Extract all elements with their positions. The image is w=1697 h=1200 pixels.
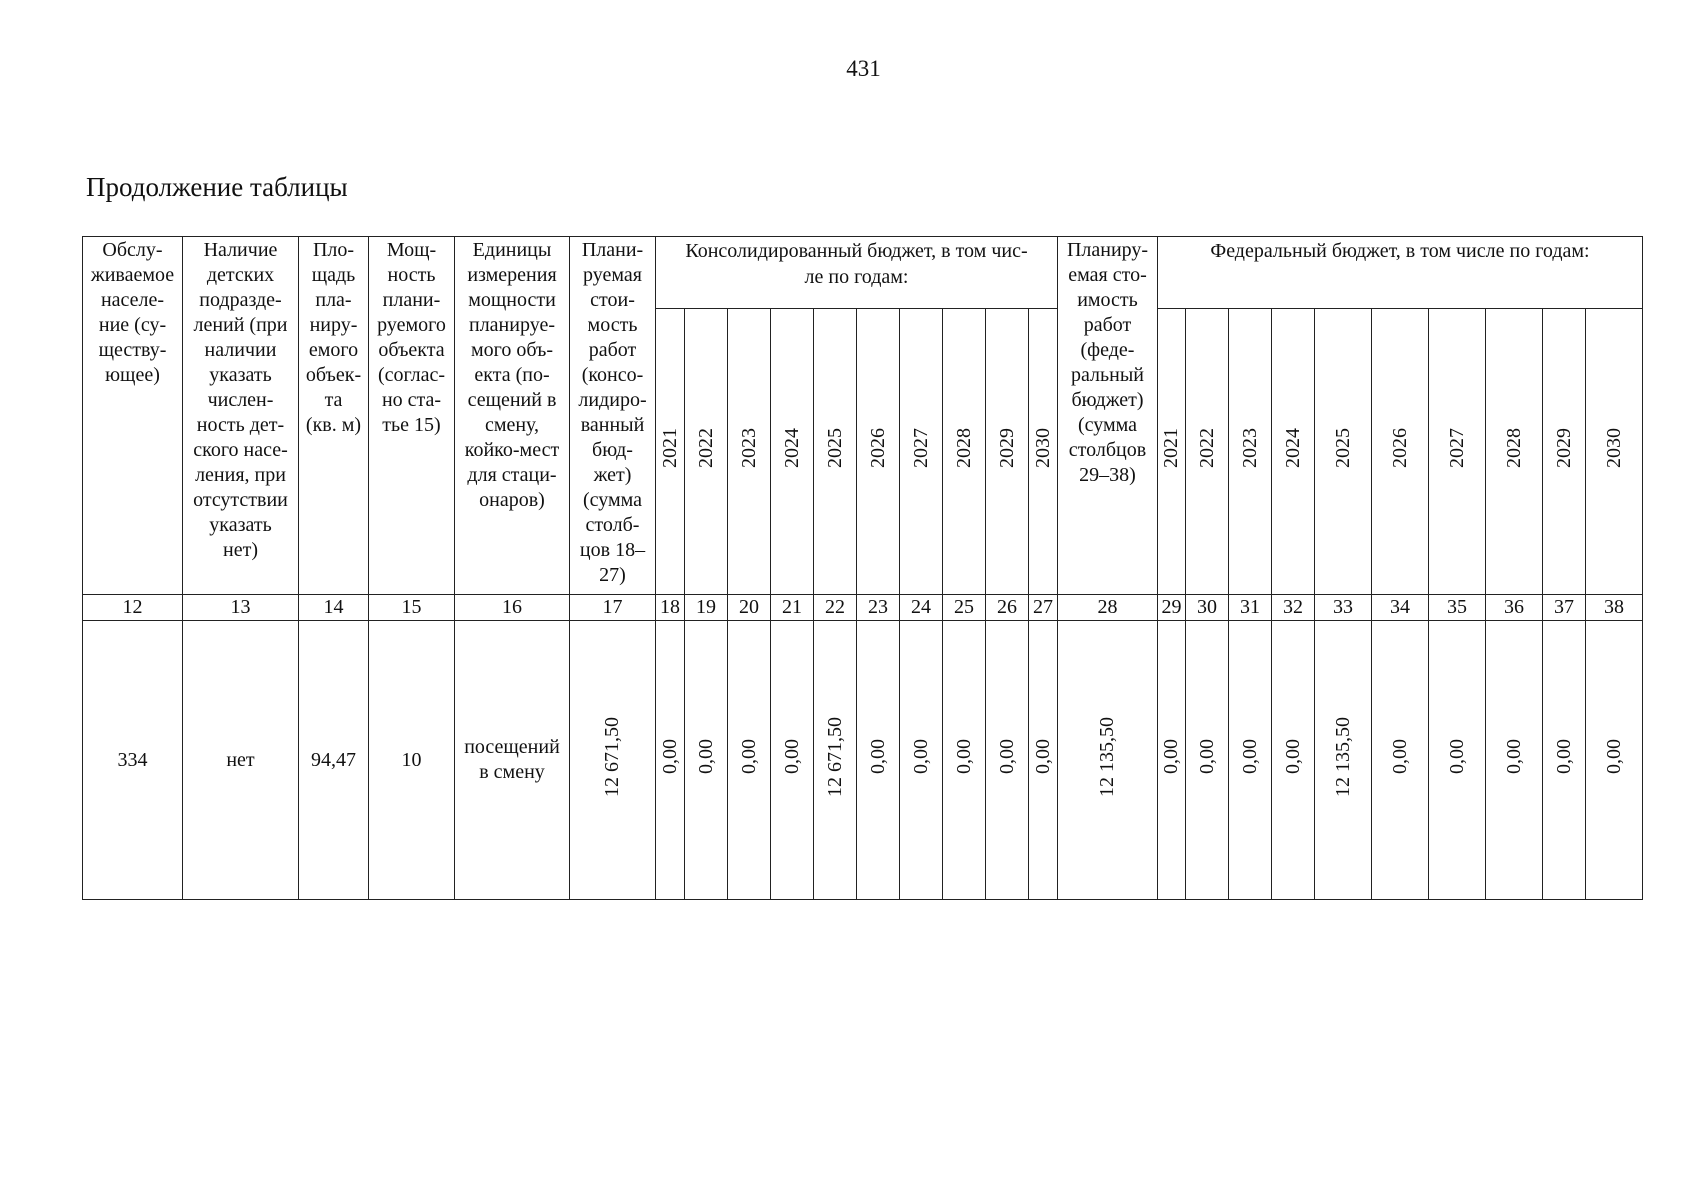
column-number: 12 — [83, 595, 183, 621]
year-header-consolidated: 2025 — [814, 309, 857, 595]
header-capacity: Мощ- ность плани- руемого объекта (соглас- но ста- тье 15) — [369, 237, 455, 595]
year-header-consolidated: 2023 — [728, 309, 771, 595]
header-federal-group: Федеральный бюджет, в том числе по годам: — [1158, 237, 1643, 309]
year-header-consolidated: 2030 — [1029, 309, 1058, 595]
column-number: 33 — [1315, 595, 1372, 621]
column-number: 18 — [656, 595, 685, 621]
column-number: 13 — [183, 595, 299, 621]
year-header-consolidated: 2022 — [685, 309, 728, 595]
cell-consolidated-year: 0,00 — [728, 621, 771, 900]
cell-consolidated-total: 12 671,50 — [570, 621, 656, 900]
column-number: 37 — [1543, 595, 1586, 621]
cell-federal-year: 0,00 — [1186, 621, 1229, 900]
cell-consolidated-year: 0,00 — [986, 621, 1029, 900]
cell-federal-year: 0,00 — [1272, 621, 1315, 900]
cell-capacity: 10 — [369, 621, 455, 900]
year-header-consolidated: 2026 — [857, 309, 900, 595]
cell-federal-year: 0,00 — [1429, 621, 1486, 900]
cell-consolidated-year: 0,00 — [656, 621, 685, 900]
cell-federal-year: 0,00 — [1372, 621, 1429, 900]
page-number: 431 — [846, 56, 881, 81]
cell-consolidated-year: 0,00 — [857, 621, 900, 900]
column-number: 25 — [943, 595, 986, 621]
header-children-units: Наличие детских подразде- лений (при наличии указать числен- ность дет- ского насе- ления, при отсутствии указать нет) — [183, 237, 299, 595]
cell-served-population: 334 — [83, 621, 183, 900]
year-header-federal: 2025 — [1315, 309, 1372, 595]
header-area: Пло- щадь пла- ниру- емого объек- та (кв. м) — [299, 237, 369, 595]
column-number: 32 — [1272, 595, 1315, 621]
column-number: 27 — [1029, 595, 1058, 621]
header-federal-total: Планиру- емая сто- имость работ (феде- ральный бюджет) (сумма столбцов 29–38) — [1058, 237, 1158, 595]
column-number: 15 — [369, 595, 455, 621]
cell-federal-year: 12 135,50 — [1315, 621, 1372, 900]
year-header-federal: 2030 — [1586, 309, 1643, 595]
column-number: 19 — [685, 595, 728, 621]
cell-federal-year: 0,00 — [1543, 621, 1586, 900]
year-header-federal: 2029 — [1543, 309, 1586, 595]
year-header-consolidated: 2029 — [986, 309, 1029, 595]
column-number: 38 — [1586, 595, 1643, 621]
cell-federal-total: 12 135,50 — [1058, 621, 1158, 900]
cell-capacity-units: посещений в смену — [455, 621, 570, 900]
column-number: 24 — [900, 595, 943, 621]
year-header-federal: 2023 — [1229, 309, 1272, 595]
cell-consolidated-year: 0,00 — [771, 621, 814, 900]
column-number: 23 — [857, 595, 900, 621]
header-capacity-units: Единицы измерения мощности планируе- мого объ- екта (по- сещений в смену, койко-мест для стаци- онаров) — [455, 237, 570, 595]
column-number: 20 — [728, 595, 771, 621]
year-header-federal: 2024 — [1272, 309, 1315, 595]
cell-consolidated-year: 12 671,50 — [814, 621, 857, 900]
year-header-consolidated: 2028 — [943, 309, 986, 595]
header-consolidated-group: Консолидированный бюджет, в том чис- ле по годам: — [656, 237, 1058, 309]
year-header-federal: 2027 — [1429, 309, 1486, 595]
column-number-row — [83, 595, 1643, 621]
column-number: 21 — [771, 595, 814, 621]
header-consolidated-total: Плани- руемая стои- мость работ (консо- лидиро- ванный бюд- жет) (сумма столб- цов 18– 27) — [570, 237, 656, 595]
table-row — [83, 621, 1643, 900]
cell-consolidated-year: 0,00 — [685, 621, 728, 900]
cell-federal-year: 0,00 — [1486, 621, 1543, 900]
table-caption: Продолжение таблицы — [86, 172, 348, 202]
cell-consolidated-year: 0,00 — [943, 621, 986, 900]
cell-consolidated-year: 0,00 — [1029, 621, 1058, 900]
year-header-federal: 2026 — [1372, 309, 1429, 595]
budget-table — [82, 236, 1643, 900]
column-number: 22 — [814, 595, 857, 621]
column-number: 29 — [1158, 595, 1186, 621]
cell-federal-year: 0,00 — [1586, 621, 1643, 900]
column-number: 28 — [1058, 595, 1158, 621]
column-number: 17 — [570, 595, 656, 621]
column-number: 31 — [1229, 595, 1272, 621]
column-number: 30 — [1186, 595, 1229, 621]
year-header-federal: 2022 — [1186, 309, 1229, 595]
cell-children-units: нет — [183, 621, 299, 900]
cell-federal-year: 0,00 — [1158, 621, 1186, 900]
column-number: 35 — [1429, 595, 1486, 621]
column-number: 26 — [986, 595, 1029, 621]
column-number: 36 — [1486, 595, 1543, 621]
year-header-consolidated: 2027 — [900, 309, 943, 595]
year-header-consolidated: 2024 — [771, 309, 814, 595]
column-number: 16 — [455, 595, 570, 621]
cell-consolidated-year: 0,00 — [900, 621, 943, 900]
cell-area: 94,47 — [299, 621, 369, 900]
cell-federal-year: 0,00 — [1229, 621, 1272, 900]
column-number: 14 — [299, 595, 369, 621]
year-header-federal: 2028 — [1486, 309, 1543, 595]
year-header-consolidated: 2021 — [656, 309, 685, 595]
column-number: 34 — [1372, 595, 1429, 621]
year-header-federal: 2021 — [1158, 309, 1186, 595]
header-served-population: Обслу- живаемое населе- ние (су- ществу- ющее) — [83, 237, 183, 595]
